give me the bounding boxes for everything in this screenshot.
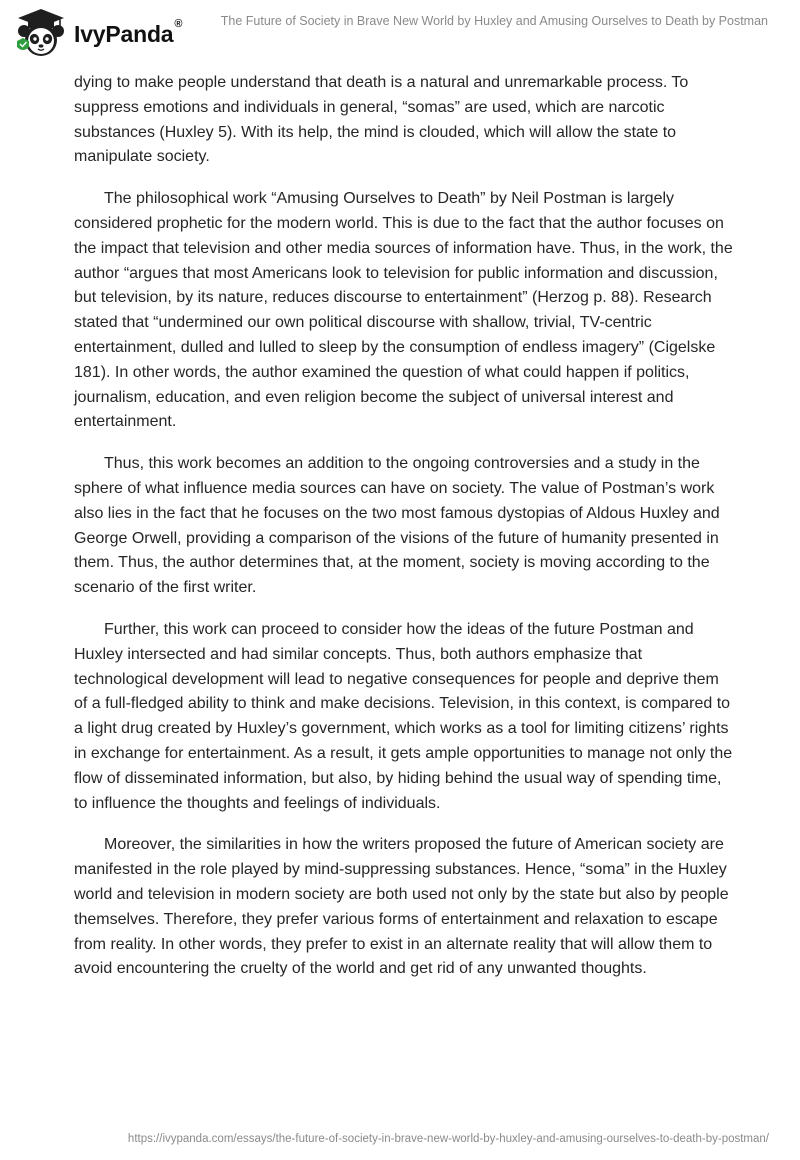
page-header — [0, 0, 800, 66]
essay-paragraph: Moreover, the similarities in how the writers proposed the future of American society are manifested in the role played by mind-suppressing substances. Hence, “soma” in the Huxley world and television in modern society are both used not only by the state but also by people themselves. Therefore, they prefer various forms of entertainment and relaxation to escape from reality. In other words, they prefer to exist in an alternate reality that will allow them to avoid encountering the cruelty of the world and get rid of any unwanted thoughts. — [74, 836, 729, 978]
source-url-link[interactable]: https://ivypanda.com/essays/the-future-of-society-in-brave-new-world-by-huxley-and-amusing-ourselves-to-death-by-postman/ — [127, 1133, 769, 1145]
ivypanda-logo[interactable] — [14, 7, 182, 59]
essay-paragraph: Further, this work can proceed to consider how the ideas of the future Postman and Huxley intersected and had similar concepts. Thus, both authors emphasize that technological development will lead to negative consequences for people and deprive them of a full-fledged ability to think and make decisions. Television, in this context, is compared to a light drug created by Huxley’s government, which works as a tool for limiting citizens’ rights in exchange for entertainment. As a result, it gets ample opportunities to manage not only the flow of disseminated information, but also, by hiding behind the usual way of spending time, to influence the thoughts and feelings of individuals. — [74, 620, 733, 812]
essay-body — [74, 71, 734, 999]
registered-mark: ® — [174, 17, 183, 30]
brand-name: IvyPanda® — [74, 17, 183, 47]
essay-paragraph: dying to make people understand that death is a natural and unremarkable process. To suppress emotions and individuals in general, “somas” are used, which are narcotic substances (Huxley 5). With its help, the mind is clouded, which will allow the state to manipulate society. — [74, 74, 689, 166]
essay-paragraph: The philosophical work “Amusing Ourselves to Death” by Neil Postman is largely considered prophetic for the modern world. This is due to the fact that the author focuses on the impact that television and other media sources of information have. Thus, in the work, the author “argues that most Americans look to television for public information and discussion, but television, by its nature, reduces discourse to entertainment” (Herzog p. 88). Research stated that “undermined our own political discourse with shallow, trivial, TV-centric entertainment, dulled and lulled to sleep by the consumption of endless imagery” (Cigelske 181). In other words, the author examined the question of what could happen if politics, journalism, education, and even religion become the subject of universal interest and entertainment. — [74, 190, 733, 431]
essay-title: The Future of Society in Brave New World by Huxley and Amusing Ourselves to Death by Postman — [220, 14, 768, 28]
essay-paragraph: Thus, this work becomes an addition to the ongoing controversies and a study in the sphere of what influence media sources can have on society. The value of Postman’s work also lies in the fact that he focuses on the two most famous dystopias of Aldous Huxley and George Orwell, providing a comparison of the visions of the future of humanity presented in them. Thus, the author determines that, at the moment, society is moving according to the scenario of the first writer. — [74, 455, 720, 597]
panda-graduate-icon — [14, 7, 68, 59]
